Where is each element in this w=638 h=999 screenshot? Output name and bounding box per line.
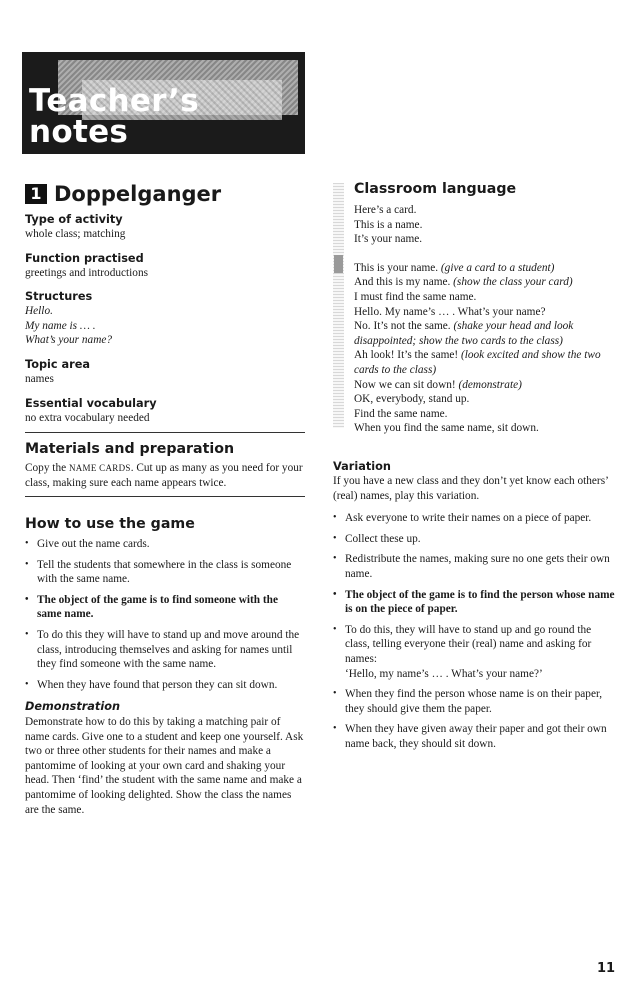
list-item: • To do this, they will have to stand up and go round the class, telling everyone their (real) name and asking for names: ‘Hello, my name’s … . What’s your name?’ xyxy=(333,623,616,681)
classroom-language xyxy=(354,180,616,436)
classroom-line: This is a name. xyxy=(354,218,423,231)
classroom-line: When you find the same name, sit down. xyxy=(354,422,539,435)
vocab-heading: Essential vocabulary xyxy=(25,396,157,410)
classroom-line: Find the same name. xyxy=(354,407,448,420)
page-title: Teacher’s notes xyxy=(29,83,199,150)
list-item: • Ask everyone to write their names on a piece of paper. xyxy=(333,511,616,526)
topic-value: names xyxy=(25,372,54,385)
variation-list xyxy=(333,511,616,751)
list-item: • When they have found that person they can sit down. xyxy=(25,678,305,693)
classroom-line: And this is my name. (show the class your card) xyxy=(354,276,573,289)
variation-quote: ‘Hello, my name’s … . What’s your name?’ xyxy=(345,667,543,680)
structures-heading: Structures xyxy=(25,290,93,304)
page-number: 11 xyxy=(597,961,616,976)
structure-line: Hello. xyxy=(25,305,53,318)
sidebar-marker xyxy=(333,183,344,428)
demo-text: Demonstrate how to do this by taking a matching pair of name cards. Give one to a student and keep one yourself. Ask two or three other students for their names and make a pantomime of looking at your own card and shaking your head. Then ‘find’ the student with the same name and make a pantomime of looking delighted. Show the class the names are the same. xyxy=(25,715,304,816)
section-divider xyxy=(25,496,305,497)
variation-intro: If you have a new class and they don’t yet know each others’ (real) names, play this variation. xyxy=(333,475,609,502)
activity-number: 1 xyxy=(25,184,47,204)
howto-section xyxy=(25,515,305,817)
list-item: • When they have given away their paper and got their own name back, they should sit down. xyxy=(333,722,616,751)
list-item: • Redistribute the names, making sure no one gets their own name. xyxy=(333,552,616,581)
vocab-value: no extra vocabulary needed xyxy=(25,411,150,424)
structure-line: What’s your name? xyxy=(25,334,113,347)
materials-section xyxy=(25,440,305,490)
type-value: whole class; matching xyxy=(25,228,126,240)
function-value: greetings and introductions xyxy=(25,266,148,279)
classroom-line: Now we can sit down! (demonstrate) xyxy=(354,378,522,391)
variation-heading: Variation xyxy=(333,460,391,473)
list-item: • To do this they will have to stand up and move around the class, introducing themselves and asking for names until they find someone with the same name. xyxy=(25,628,305,672)
howto-heading: How to use the game xyxy=(25,516,195,532)
materials-heading: Materials and preparation xyxy=(25,441,235,457)
header-banner xyxy=(22,52,305,154)
list-item: • The object of the game is to find the person whose name is on the piece of paper. xyxy=(333,588,616,617)
classroom-line: No. It’s not the same. (shake your head and look disappointed; show the two cards to the class) xyxy=(354,320,574,347)
classroom-line: It’s your name. xyxy=(354,233,423,246)
list-item: • Give out the name cards. xyxy=(25,537,305,552)
list-item: • When they find the person whose name is on their paper, they should give them the paper. xyxy=(333,687,616,716)
classroom-line: OK, everybody, stand up. xyxy=(354,393,470,406)
howto-list xyxy=(25,537,305,692)
section-divider xyxy=(25,432,305,433)
type-heading: Type of activity xyxy=(25,213,123,226)
list-item: • Tell the students that somewhere in the class is someone with the same name. xyxy=(25,558,305,587)
list-item: • Collect these up. xyxy=(333,532,616,547)
classroom-line: I must find the same name. xyxy=(354,290,477,303)
variation-section xyxy=(333,460,616,758)
list-item: • The object of the game is to find someone with the same name. xyxy=(25,593,305,622)
classroom-line: This is your name. (give a card to a student) xyxy=(354,261,555,274)
classroom-line: Hello. My name’s … . What’s your name? xyxy=(354,305,546,318)
classroom-line: Ah look! It’s the same! (look excited and show the two cards to the class) xyxy=(354,349,601,376)
classroom-heading: Classroom language xyxy=(354,181,517,197)
materials-text: Copy the NAME CARDS. Cut up as many as you need for your class, making sure each name appears twice. xyxy=(25,462,303,489)
classroom-line: Here’s a card. xyxy=(354,204,417,216)
function-heading: Function practised xyxy=(25,251,144,265)
name-cards-ref: NAME CARDS xyxy=(68,463,131,473)
structure-line: My name is … . xyxy=(25,319,96,332)
topic-heading: Topic area xyxy=(25,357,91,371)
activity-title-text: Doppelganger xyxy=(54,181,222,206)
activity-info xyxy=(25,181,305,425)
activity-title xyxy=(25,181,305,206)
demo-heading: Demonstration xyxy=(25,700,121,714)
